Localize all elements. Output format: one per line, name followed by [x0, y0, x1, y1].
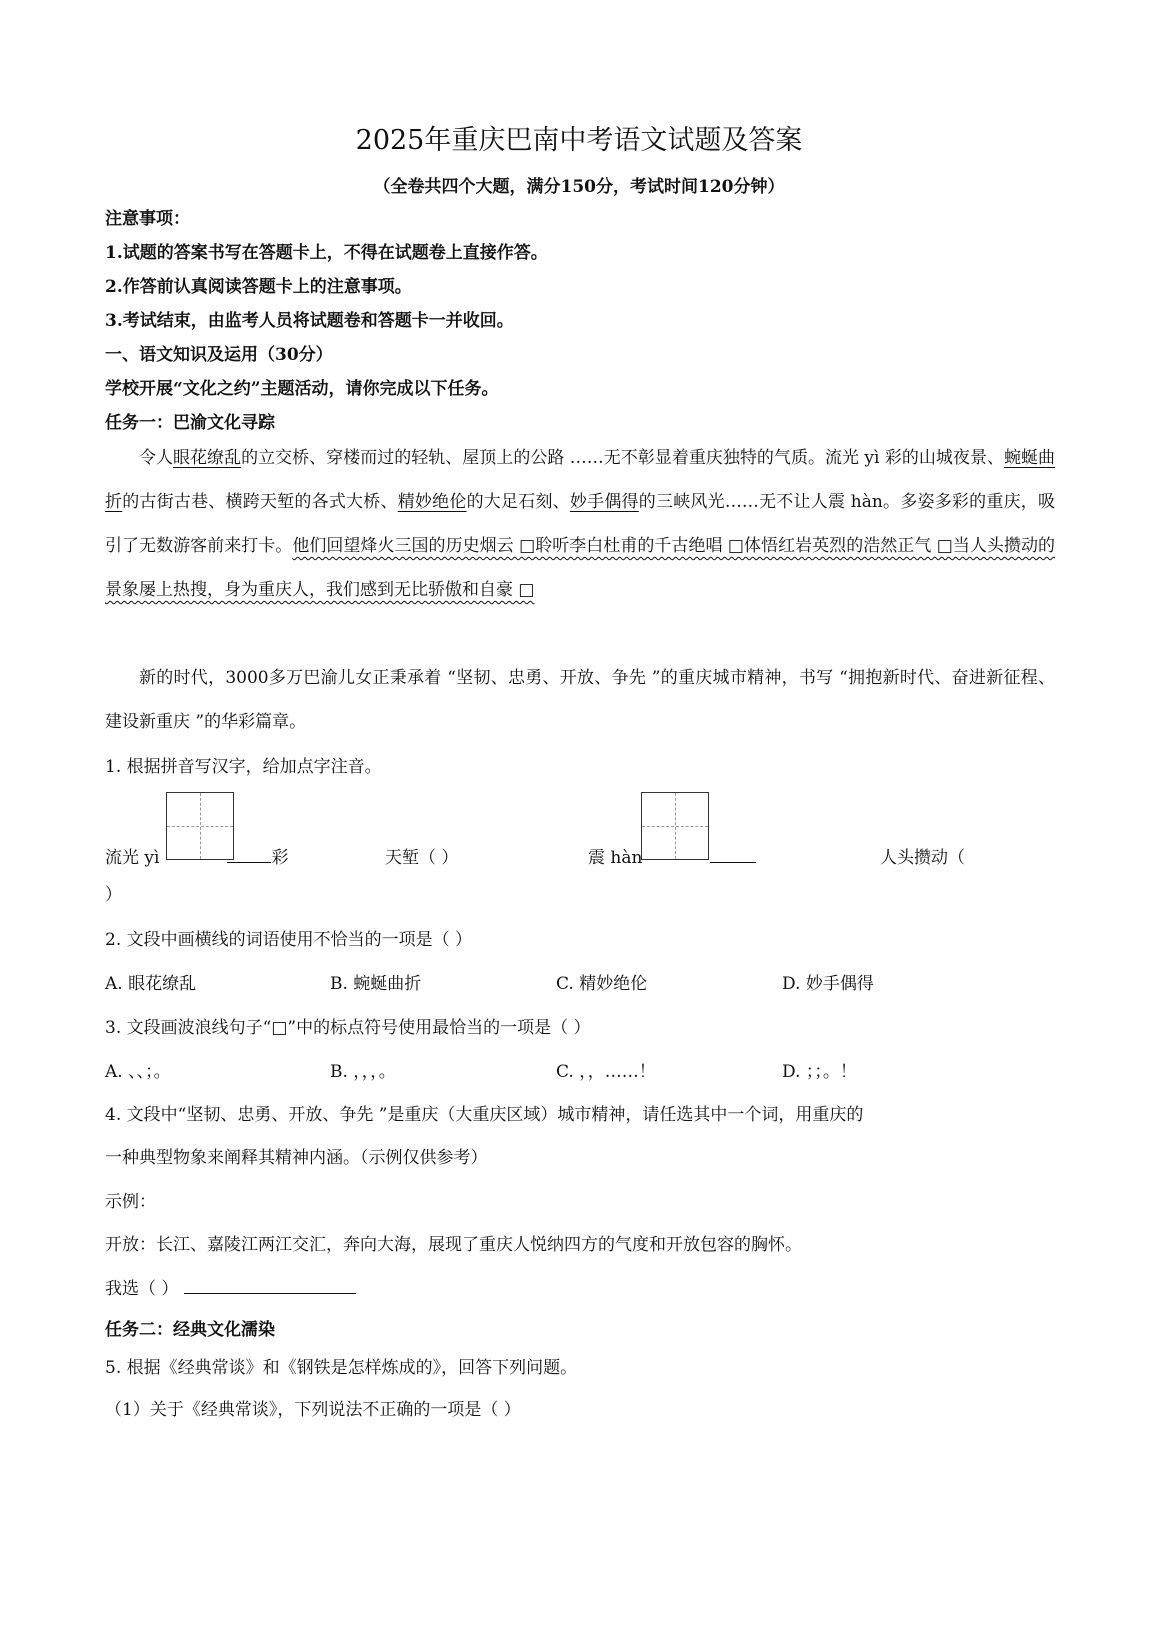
- q2-option-b[interactable]: B. 蜿蜒曲折: [330, 974, 422, 994]
- passage-text: 的大足石刻、: [466, 492, 570, 512]
- underlined-word: 蜿蜒曲折: [105, 448, 1055, 512]
- passage-text: 的立交桥、穿楼而过的轻轨、屋顶上的公路 ……无不彰显着重庆独特的气质。流光 yì 彩的山城夜景、: [241, 448, 1004, 468]
- task1-heading: 任务一：巴渝文化寻踪: [105, 413, 275, 433]
- passage-paragraph-1: [105, 436, 1055, 612]
- q1-item-a: [105, 843, 288, 868]
- notes-heading: 注意事项：: [105, 209, 190, 229]
- note-item-2: 2.作答前认真阅读答题卡上的注意事项。: [105, 277, 412, 297]
- task2-heading: 任务二：经典文化濡染: [105, 1320, 275, 1340]
- passage-text: 的三峡风光……无不让人震 hàn。多姿多彩的重庆，吸引了无数游客前来打卡。: [105, 492, 1056, 556]
- answer-blank[interactable]: [227, 844, 271, 863]
- answer-blank[interactable]: [184, 1275, 356, 1294]
- q2-option-c[interactable]: C. 精妙绝伦: [556, 974, 648, 994]
- question-2-stem: 2. 文段中画横线的词语使用不恰当的一项是（ ）: [105, 930, 473, 950]
- section-heading: 一、语文知识及运用（30分）: [105, 345, 333, 365]
- section-intro: 学校开展“文化之约”主题活动，请你完成以下任务。: [105, 379, 499, 399]
- q3-option-c[interactable]: C. ，，……！: [556, 1062, 656, 1082]
- example-label: 示例：: [105, 1192, 156, 1212]
- underlined-word: 精妙绝伦: [397, 492, 467, 512]
- question-1-stem: 1. 根据拼音写汉字，给加点字注音。: [105, 757, 382, 777]
- question-5-sub-1: （1）关于《经典常谈》，下列说法不正确的一项是（ ）: [105, 1400, 521, 1420]
- q3-option-d[interactable]: D. ；；。！: [782, 1062, 857, 1082]
- q3-option-a[interactable]: A. 、、；。: [105, 1062, 171, 1082]
- underlined-word: 眼花缭乱: [173, 448, 242, 468]
- q1-item-c-label: 震 hàn: [588, 848, 643, 868]
- q4-answer-line: [105, 1274, 356, 1299]
- q1-item-d: 人头攒动（: [880, 848, 965, 868]
- question-3-stem: 3. 文段画波浪线句子“□”中的标点符号使用最恰当的一项是（ ）: [105, 1018, 591, 1038]
- answer-blank[interactable]: [710, 844, 756, 863]
- q1-item-a-end: 彩: [271, 848, 289, 868]
- exam-subtitle: （全卷共四个大题，满分150分，考试时间120分钟）: [373, 177, 785, 197]
- q1-item-b: 天堑（ ）: [385, 848, 459, 868]
- q3-option-b[interactable]: B. ，，，。: [330, 1062, 396, 1082]
- note-item-3: 3.考试结束，由监考人员将试题卷和答题卡一并收回。: [105, 311, 514, 331]
- question-5-stem: 5. 根据《经典常谈》和《钢铁是怎样炼成的》，回答下列问题。: [105, 1358, 578, 1378]
- passage-paragraph-2: 新的时代，3000多万巴渝儿女正秉承着 “坚韧、忠勇、开放、争先 ”的重庆城市精神，书写 “拥抱新时代、奋进新征程、建设新重庆 ”的华彩篇章。: [105, 668, 1055, 732]
- question-4-stem-line1: 4. 文段中“坚韧、忠勇、开放、争先 ”是重庆（大重庆区域）城市精神，请任选其中一个词，用重庆的: [105, 1105, 864, 1125]
- passage-text: 的古街古巷、横跨天堑的各式大桥、: [122, 492, 398, 512]
- q1-item-a-label: 流光 yì: [105, 848, 160, 868]
- underlined-word: 妙手偶得: [569, 492, 639, 512]
- note-item-1: 1.试题的答案书写在答题卡上，不得在试题卷上直接作答。: [105, 243, 548, 263]
- q2-option-a[interactable]: A. 眼花缭乱: [105, 974, 197, 994]
- q4-answer-label: 我选（ ）: [105, 1279, 179, 1299]
- page-title: 2025年重庆巴南中考语文试题及答案: [355, 125, 803, 156]
- question-4-stem-line2: 一种典型物象来阐释其精神内涵。（示例仅供参考）: [105, 1148, 488, 1168]
- q1-item-d-end: ）: [105, 885, 122, 905]
- example-text: 开放：长江、嘉陵江两江交汇，奔向大海，展现了重庆人悦纳四方的气度和开放包容的胸怀。: [105, 1235, 802, 1255]
- passage-text: 令人: [139, 448, 174, 468]
- q2-option-d[interactable]: D. 妙手偶得: [782, 974, 874, 994]
- wavy-sentence: 他们回望烽火三国的历史烟云 □聆听李白杜甫的千古绝唱 □体悟红岩英烈的浩然正气 □当人头攒动的景象屡上热搜，身为重庆人，我们感到无比骄傲和自豪 □: [105, 536, 1055, 600]
- q1-item-c: [588, 843, 756, 868]
